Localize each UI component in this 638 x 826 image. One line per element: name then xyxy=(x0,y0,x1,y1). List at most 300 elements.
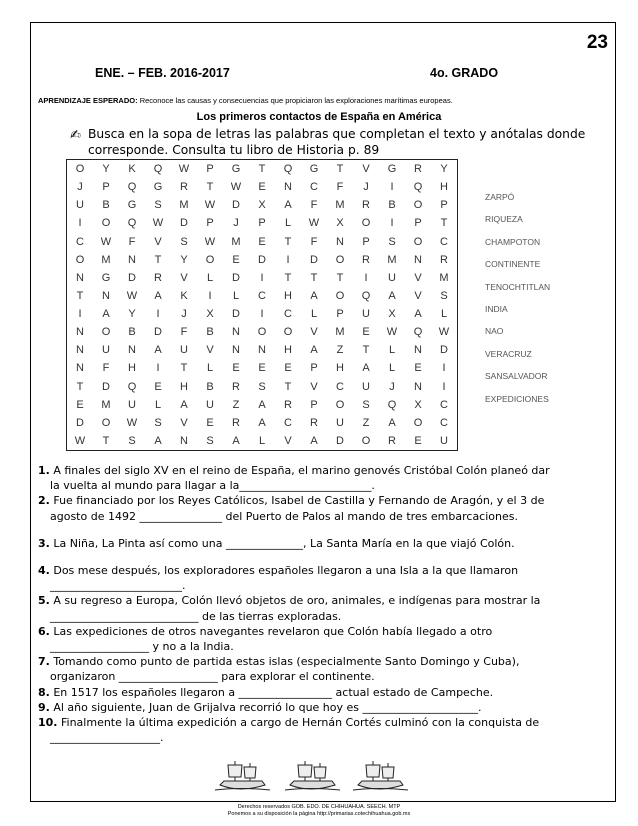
aprendizaje-label: APRENDIZAJE ESPERADO: xyxy=(38,96,138,105)
grid-letter: C xyxy=(284,416,292,429)
grid-letter: B xyxy=(388,199,396,212)
grid-letter: E xyxy=(258,181,266,194)
grid-letter: R xyxy=(362,253,370,266)
grid-letter: O xyxy=(75,253,85,266)
grid-letter: N xyxy=(128,253,136,266)
grid-letter: M xyxy=(387,253,397,266)
grid-letter: R xyxy=(284,398,292,411)
grid-letter: N xyxy=(180,434,188,447)
grid-letter: V xyxy=(180,271,188,284)
question-item xyxy=(38,654,610,684)
grid-letter: N xyxy=(232,344,240,357)
question-item xyxy=(38,624,610,654)
grid-letter: D xyxy=(440,344,448,357)
grid-letter: W xyxy=(386,326,398,339)
grid-letter: W xyxy=(178,163,190,176)
grid-letter: Q xyxy=(387,398,397,411)
grid-letter: B xyxy=(128,326,136,339)
grid-letter: T xyxy=(310,271,318,284)
grid-letter: Q xyxy=(361,289,371,302)
word-list-item: VERACRUZ xyxy=(485,348,532,359)
grid-letter: R xyxy=(362,199,370,212)
grid-letter: A xyxy=(154,344,162,357)
grid-letter: S xyxy=(440,289,448,302)
grid-letter: P xyxy=(102,181,110,194)
grid-letter: T xyxy=(76,380,84,393)
grid-letter: L xyxy=(206,362,214,375)
footer-line-1: Derechos reservados GOB. EDO. DE CHIHUAHUA. SEECH. MTP xyxy=(237,804,401,810)
grid-letter: D xyxy=(154,326,162,339)
grid-letter: M xyxy=(335,199,345,212)
grid-letter: W xyxy=(204,235,216,248)
pencil-icon: ✍ xyxy=(70,128,81,143)
grid-letter: A xyxy=(388,416,396,429)
grid-letter: T xyxy=(336,163,344,176)
word-list-item: INDIA xyxy=(485,303,508,314)
grid-letter: E xyxy=(258,362,266,375)
grid-letter: X xyxy=(258,199,266,212)
grid-letter: J xyxy=(77,181,83,194)
grid-letter: Y xyxy=(102,163,110,176)
grid-letter: W xyxy=(308,217,320,230)
question-text: Dos mese después, los exploradores españoles llegaron a una Isla a la que llamaron xyxy=(53,564,519,578)
grid-letter: N xyxy=(336,235,344,248)
grid-letter: Q xyxy=(127,217,137,230)
question-text: A finales del siglo XV en el reino de España, el marino genovés Cristóbal Colón planeó dar xyxy=(53,464,550,477)
grid-letter: F xyxy=(180,326,188,339)
grid-letter: J xyxy=(181,308,187,321)
grid-letter: O xyxy=(335,289,345,302)
grid-letter: N xyxy=(414,380,422,393)
grid-letter: W xyxy=(204,199,216,212)
grid-letter: D xyxy=(336,434,344,447)
grid-letter: W xyxy=(74,434,86,447)
grid-letter: E xyxy=(258,235,266,248)
grid-letter: M xyxy=(179,199,189,212)
header-period: ENE. – FEB. 2016-2017 xyxy=(95,66,230,80)
grid-letter: U xyxy=(76,199,84,212)
question-number: 4. xyxy=(38,564,50,578)
grid-letter: Q xyxy=(283,163,293,176)
grid-letter: F xyxy=(336,181,344,194)
grid-letter: E xyxy=(154,380,162,393)
word-list-item: ZARPÓ xyxy=(485,192,515,202)
grid-letter: Q xyxy=(413,326,423,339)
aprendizaje-esperado xyxy=(38,96,453,105)
grid-letter: P xyxy=(310,362,318,375)
grid-letter: R xyxy=(310,416,318,429)
grid-letter: E xyxy=(232,253,240,266)
grid-letter: H xyxy=(128,362,136,375)
grid-letter: N xyxy=(414,253,422,266)
word-search-grid xyxy=(66,159,458,451)
grid-letter: R xyxy=(440,253,448,266)
aprendizaje-text: Reconoce las causas y consecuencias que propiciaron las exploraciones marítimas europeas. xyxy=(137,96,453,105)
question-number: 8. xyxy=(38,685,50,699)
grid-letter: S xyxy=(128,434,136,447)
grid-letter: R xyxy=(232,380,240,393)
grid-letter: U xyxy=(362,380,370,393)
word-list-item: CONTINENTE xyxy=(485,259,541,270)
grid-letter: M xyxy=(231,235,241,248)
grid-letter: L xyxy=(206,271,214,284)
grid-letter: O xyxy=(335,253,345,266)
grid-letter: T xyxy=(206,181,214,194)
grid-letter: A xyxy=(180,398,188,411)
grid-letter: I xyxy=(78,217,82,230)
grid-letter: O xyxy=(205,253,215,266)
question-number: 7. xyxy=(38,655,50,669)
grid-letter: I xyxy=(390,181,394,194)
grid-letter: C xyxy=(440,235,448,248)
grid-letter: N xyxy=(76,271,84,284)
grid-letter: L xyxy=(388,344,396,357)
grid-letter: F xyxy=(310,199,318,212)
grid-letter: E xyxy=(414,434,422,447)
grid-letter: A xyxy=(102,308,110,321)
grid-letter: V xyxy=(310,380,318,393)
grid-letter: I xyxy=(286,253,290,266)
question-text: la vuelta al mundo para llagar a la________________________. xyxy=(50,479,375,493)
word-list-item: CHAMPOTON xyxy=(485,236,541,247)
grid-letter: Y xyxy=(180,253,188,266)
grid-letter: P xyxy=(440,199,448,212)
grid-letter: S xyxy=(206,434,214,447)
grid-letter: W xyxy=(438,326,450,339)
grid-letter: R xyxy=(154,271,162,284)
grid-letter: H xyxy=(440,181,448,194)
instruction-text: Busca en la sopa de letras las palabras que completan el texto y anótalas donde corresponde. Consulta tu libro de Historia p. 89 xyxy=(88,127,586,157)
grid-letter: O xyxy=(283,326,293,339)
grid-letter: R xyxy=(180,181,188,194)
grid-letter: S xyxy=(258,380,266,393)
footer-line-2: Ponemos a su disposición la página http://primarias.cotechihuahua.gob.mx xyxy=(227,811,411,817)
grid-letter: S xyxy=(362,398,370,411)
grid-letter: E xyxy=(362,326,370,339)
grid-letter: Z xyxy=(362,416,370,429)
grid-letter: D xyxy=(76,416,84,429)
question-number: 5. xyxy=(38,594,50,608)
grid-letter: Q xyxy=(153,163,163,176)
question-number: 6. xyxy=(38,624,50,638)
grid-letter: A xyxy=(154,289,162,302)
question-item xyxy=(38,593,610,623)
grid-letter: C xyxy=(76,235,84,248)
grid-letter: D xyxy=(180,217,188,230)
grid-letter: Q xyxy=(413,181,423,194)
question-text: Al año siguiente, Juan de Grijalva recorrió lo que hoy es _____________________. xyxy=(53,700,482,714)
grid-letter: K xyxy=(128,163,136,176)
grid-letter: T xyxy=(102,434,110,447)
grid-letter: N xyxy=(128,344,136,357)
grid-letter: M xyxy=(439,271,449,284)
grid-letter: D xyxy=(128,271,136,284)
question-number: 2. xyxy=(38,494,50,508)
grid-letter: I xyxy=(260,271,264,284)
question-text: Las expediciones de otros navegantes revelaron que Colón había llegado a otro xyxy=(53,624,493,638)
grid-letter: E xyxy=(76,398,84,411)
grid-letter: O xyxy=(413,199,423,212)
grid-letter: X xyxy=(414,398,422,411)
grid-letter: Z xyxy=(336,344,344,357)
footer xyxy=(0,804,638,818)
grid-letter: V xyxy=(284,434,292,447)
grid-letter: O xyxy=(75,163,85,176)
grid-letter: N xyxy=(76,344,84,357)
word-list-item: TENOCHTITLAN xyxy=(485,281,551,292)
question-number: 10. xyxy=(38,716,58,730)
grid-letter: L xyxy=(440,308,448,321)
grid-letter: G xyxy=(153,181,163,194)
question-text: En 1517 los españoles llegaron a _________________ actual estado de Campeche. xyxy=(53,685,494,699)
grid-letter: N xyxy=(102,289,110,302)
ship-icon xyxy=(353,761,408,790)
grid-letter: T xyxy=(284,380,292,393)
word-list-item: NAO xyxy=(485,326,504,337)
grid-letter: V xyxy=(206,344,214,357)
question-text: Fue financiado por los Reyes Católicos, Isabel de Castilla y Fernando de Aragón, y el 3 de xyxy=(53,494,545,508)
grid-letter: N xyxy=(76,326,84,339)
question-text: Finalmente la última expedición a cargo de Hernán Cortés culminó con la conquista de xyxy=(61,716,540,730)
grid-letter: Y xyxy=(440,163,448,176)
grid-letter: J xyxy=(389,380,395,393)
grid-letter: O xyxy=(413,235,423,248)
grid-letter: I xyxy=(156,362,160,375)
question-text: organizaron __________________ para explorar el continente. xyxy=(50,670,375,684)
grid-letter: J xyxy=(233,217,239,230)
question-item xyxy=(38,493,610,523)
question-text: ____________________. xyxy=(50,731,164,745)
grid-letter: M xyxy=(101,398,111,411)
grid-letter: G xyxy=(231,163,241,176)
grid-letter: L xyxy=(258,434,266,447)
grid-letter: T xyxy=(76,289,84,302)
grid-letter: N xyxy=(232,326,240,339)
grid-letter: C xyxy=(284,308,292,321)
grid-letter: A xyxy=(414,308,422,321)
grid-letter: V xyxy=(154,235,162,248)
grid-letter: A xyxy=(310,289,318,302)
grid-letter: G xyxy=(127,199,137,212)
question-text: A su regreso a Europa, Colón llevó objetos de oro, animales, e indígenas para mostrar la xyxy=(53,594,541,608)
grid-letter: J xyxy=(363,181,369,194)
grid-letter: U xyxy=(388,271,396,284)
grid-letter: V xyxy=(310,326,318,339)
grid-letter: P xyxy=(414,217,422,230)
grid-letter: C xyxy=(440,416,448,429)
grid-letter: G xyxy=(309,163,319,176)
page-number: 23 xyxy=(586,32,608,53)
question-item xyxy=(38,463,610,493)
grid-letter: R xyxy=(232,416,240,429)
grid-letter: A xyxy=(310,434,318,447)
question-item xyxy=(38,700,610,715)
grid-letter: V xyxy=(414,289,422,302)
grid-letter: X xyxy=(336,217,344,230)
grid-letter: W xyxy=(152,217,164,230)
grid-letter: A xyxy=(258,416,266,429)
grid-letter: C xyxy=(336,380,344,393)
question-item xyxy=(38,715,610,745)
grid-letter: X xyxy=(388,308,396,321)
grid-letter: D xyxy=(232,199,240,212)
grid-letter: T xyxy=(440,217,448,230)
grid-letter: B xyxy=(102,199,110,212)
grid-letter: I xyxy=(156,308,160,321)
grid-letter: Y xyxy=(128,308,136,321)
grid-letter: V xyxy=(362,163,370,176)
grid-letter: I xyxy=(390,217,394,230)
grid-letter: O xyxy=(257,326,267,339)
grid-letter: O xyxy=(101,217,111,230)
question-item xyxy=(38,685,610,700)
grid-letter: O xyxy=(413,416,423,429)
grid-letter: A xyxy=(258,398,266,411)
grid-letter: L xyxy=(154,398,162,411)
grid-letter: U xyxy=(206,398,214,411)
grid-letter: E xyxy=(284,362,292,375)
grid-letter: I xyxy=(78,308,82,321)
question-text: Tomando como punto de partida estas islas (especialmente Santo Domingo y Cuba), xyxy=(53,655,520,669)
grid-letter: I xyxy=(442,380,446,393)
grid-letter: E xyxy=(414,362,422,375)
grid-letter: A xyxy=(310,344,318,357)
grid-letter: L xyxy=(388,362,396,375)
grid-letter: G xyxy=(101,271,111,284)
grid-letter: S xyxy=(154,199,162,212)
question-text: ________________________. xyxy=(50,579,186,593)
grid-letter: A xyxy=(362,362,370,375)
grid-letter: I xyxy=(442,362,446,375)
grid-letter: L xyxy=(284,217,292,230)
grid-letter: L xyxy=(310,308,318,321)
grid-letter: K xyxy=(180,289,188,302)
grid-letter: U xyxy=(102,344,110,357)
question-text: La Niña, La Pinta así como una ______________, La Santa María en la que viajó Colón. xyxy=(53,536,515,550)
grid-letter: P xyxy=(258,217,266,230)
word-list-item: RIQUEZA xyxy=(485,214,523,225)
word-list-item: SANSALVADOR xyxy=(485,371,548,382)
grid-letter: G xyxy=(387,163,397,176)
grid-letter: E xyxy=(232,362,240,375)
grid-letter: C xyxy=(440,398,448,411)
grid-letter: U xyxy=(180,344,188,357)
grid-letter: H xyxy=(284,289,292,302)
grid-letter: W xyxy=(100,235,112,248)
grid-letter: O xyxy=(361,434,371,447)
grid-letter: W xyxy=(126,416,138,429)
grid-letter: U xyxy=(336,416,344,429)
grid-letter: F xyxy=(102,362,110,375)
grid-letter: V xyxy=(414,271,422,284)
grid-letter: T xyxy=(362,344,370,357)
grid-letter: D xyxy=(232,308,240,321)
grid-letter: B xyxy=(206,380,214,393)
grid-letter: P xyxy=(206,217,214,230)
grid-letter: N xyxy=(76,362,84,375)
word-list xyxy=(485,191,550,415)
grid-letter: D xyxy=(310,253,318,266)
grid-letter: P xyxy=(336,308,344,321)
questions-section xyxy=(38,463,610,745)
header-grade: 4o. GRADO xyxy=(430,66,499,80)
grid-letter: D xyxy=(102,380,110,393)
grid-letter: E xyxy=(206,416,214,429)
grid-letter: T xyxy=(258,163,266,176)
question-text: __________________ y no a la India. xyxy=(50,640,234,654)
grid-letter: D xyxy=(232,271,240,284)
grid-letter: H xyxy=(180,380,188,393)
grid-letter: X xyxy=(206,308,214,321)
grid-letter: N xyxy=(258,344,266,357)
grid-letter: A xyxy=(232,434,240,447)
grid-letter: I xyxy=(260,308,264,321)
grid-letter: Z xyxy=(232,398,240,411)
question-text: ___________________________ de las tierras exploradas. xyxy=(50,609,342,623)
grid-letter: P xyxy=(362,235,370,248)
question-number: 9. xyxy=(38,700,50,714)
grid-letter: N xyxy=(284,181,292,194)
grid-letter: U xyxy=(362,308,370,321)
grid-letter: N xyxy=(414,344,422,357)
grid-letter: O xyxy=(101,416,111,429)
grid-letter: M xyxy=(335,326,345,339)
ship-icon xyxy=(215,761,270,790)
question-item xyxy=(38,563,610,593)
grid-letter: O xyxy=(101,326,111,339)
grid-letter: T xyxy=(154,253,162,266)
grid-letter: S xyxy=(154,416,162,429)
grid-letter: T xyxy=(284,235,292,248)
grid-letter: Q xyxy=(127,181,137,194)
grid-letter: R xyxy=(388,434,396,447)
grid-letter: D xyxy=(258,253,266,266)
grid-letter: T xyxy=(336,271,344,284)
grid-letter: F xyxy=(310,235,318,248)
grid-letter: C xyxy=(258,289,266,302)
grid-letter: U xyxy=(128,398,136,411)
grid-letter: T xyxy=(284,271,292,284)
ships-illustration xyxy=(210,757,410,795)
question-item xyxy=(38,536,610,551)
grid-letter: P xyxy=(206,163,214,176)
grid-letter: R xyxy=(414,163,422,176)
grid-letter: L xyxy=(232,289,240,302)
grid-letter: S xyxy=(388,235,396,248)
grid-letter: A xyxy=(154,434,162,447)
grid-letter: H xyxy=(336,362,344,375)
grid-letter: W xyxy=(126,289,138,302)
question-number: 1. xyxy=(38,464,50,477)
grid-letter: Q xyxy=(127,380,137,393)
grid-letter: W xyxy=(230,181,242,194)
grid-letter: B xyxy=(206,326,214,339)
grid-letter: I xyxy=(364,271,368,284)
grid-letter: V xyxy=(180,416,188,429)
grid-letter: F xyxy=(128,235,136,248)
grid-letter: O xyxy=(361,217,371,230)
grid-letter: U xyxy=(440,434,448,447)
grid-letter: T xyxy=(180,362,188,375)
question-text: agosto de 1492 _______________ del Puerto de Palos al mando de tres embarcaciones. xyxy=(50,509,518,523)
grid-letter: A xyxy=(284,199,292,212)
grid-letter: H xyxy=(284,344,292,357)
grid-letter: S xyxy=(180,235,188,248)
grid-letter: I xyxy=(208,289,212,302)
word-list-item: EXPEDICIONES xyxy=(485,393,549,404)
grid-letter: A xyxy=(388,289,396,302)
grid-letter: O xyxy=(335,398,345,411)
